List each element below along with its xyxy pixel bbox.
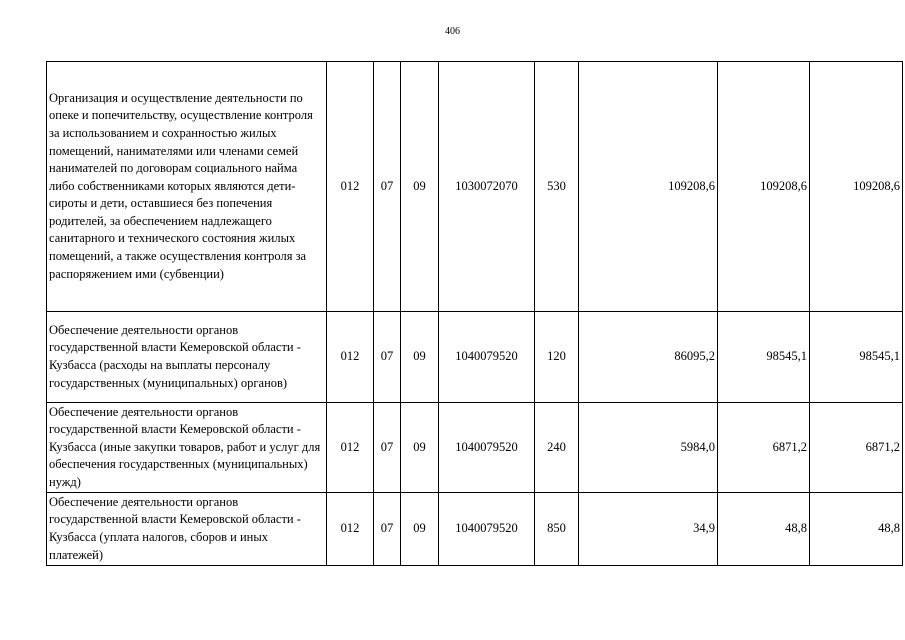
department-code: 012 [327, 312, 374, 403]
amount-3: 48,8 [810, 493, 903, 566]
budget-table [46, 61, 903, 566]
target-article-code: 1040079520 [439, 493, 535, 566]
amount-2: 48,8 [718, 493, 810, 566]
expense-name: Обеспечение деятельности органов государственной власти Кемеровской области - Кузбасса (уплата налогов, сборов и иных платежей) [47, 493, 327, 566]
section-code: 07 [374, 493, 401, 566]
expense-name: Обеспечение деятельности органов государственной власти Кемеровской области - Кузбасса (иные закупки товаров, работ и услуг для обеспечения государственных (муниципальных) нужд) [47, 403, 327, 493]
target-article-code: 1040079520 [439, 403, 535, 493]
amount-3: 6871,2 [810, 403, 903, 493]
amount-3: 98545,1 [810, 312, 903, 403]
table-row [47, 403, 903, 493]
subsection-code: 09 [401, 493, 439, 566]
department-code: 012 [327, 403, 374, 493]
expense-name: Обеспечение деятельности органов государственной власти Кемеровской области - Кузбасса (расходы на выплаты персоналу государственных (муниципальных) органов) [47, 312, 327, 403]
expense-name: Организация и осуществление деятельности по опеке и попечительству, осуществление контроля за использованием и сохранностью жилых помещений, нанимателями или членами семей нанимателей по договорам социального найма либо собственниками которых являются дети-сироты и дети, оставшиеся без попечения родителей, за обеспечением надлежащего санитарного и технического состояния жилых помещений, а также осуществления контроля за распоряжением ими (субвенции) [47, 62, 327, 312]
amount-2: 6871,2 [718, 403, 810, 493]
target-article-code: 1030072070 [439, 62, 535, 312]
table-row [47, 493, 903, 566]
department-code: 012 [327, 62, 374, 312]
table-row [47, 62, 903, 312]
section-code: 07 [374, 62, 401, 312]
amount-3: 109208,6 [810, 62, 903, 312]
amount-2: 98545,1 [718, 312, 810, 403]
page-number: 406 [445, 26, 460, 37]
target-article-code: 1040079520 [439, 312, 535, 403]
expense-type-code: 240 [535, 403, 579, 493]
department-code: 012 [327, 493, 374, 566]
subsection-code: 09 [401, 312, 439, 403]
expense-type-code: 850 [535, 493, 579, 566]
section-code: 07 [374, 312, 401, 403]
amount-1: 109208,6 [579, 62, 718, 312]
amount-2: 109208,6 [718, 62, 810, 312]
amount-1: 86095,2 [579, 312, 718, 403]
expense-type-code: 530 [535, 62, 579, 312]
expense-type-code: 120 [535, 312, 579, 403]
section-code: 07 [374, 403, 401, 493]
subsection-code: 09 [401, 62, 439, 312]
amount-1: 5984,0 [579, 403, 718, 493]
table-row [47, 312, 903, 403]
amount-1: 34,9 [579, 493, 718, 566]
subsection-code: 09 [401, 403, 439, 493]
